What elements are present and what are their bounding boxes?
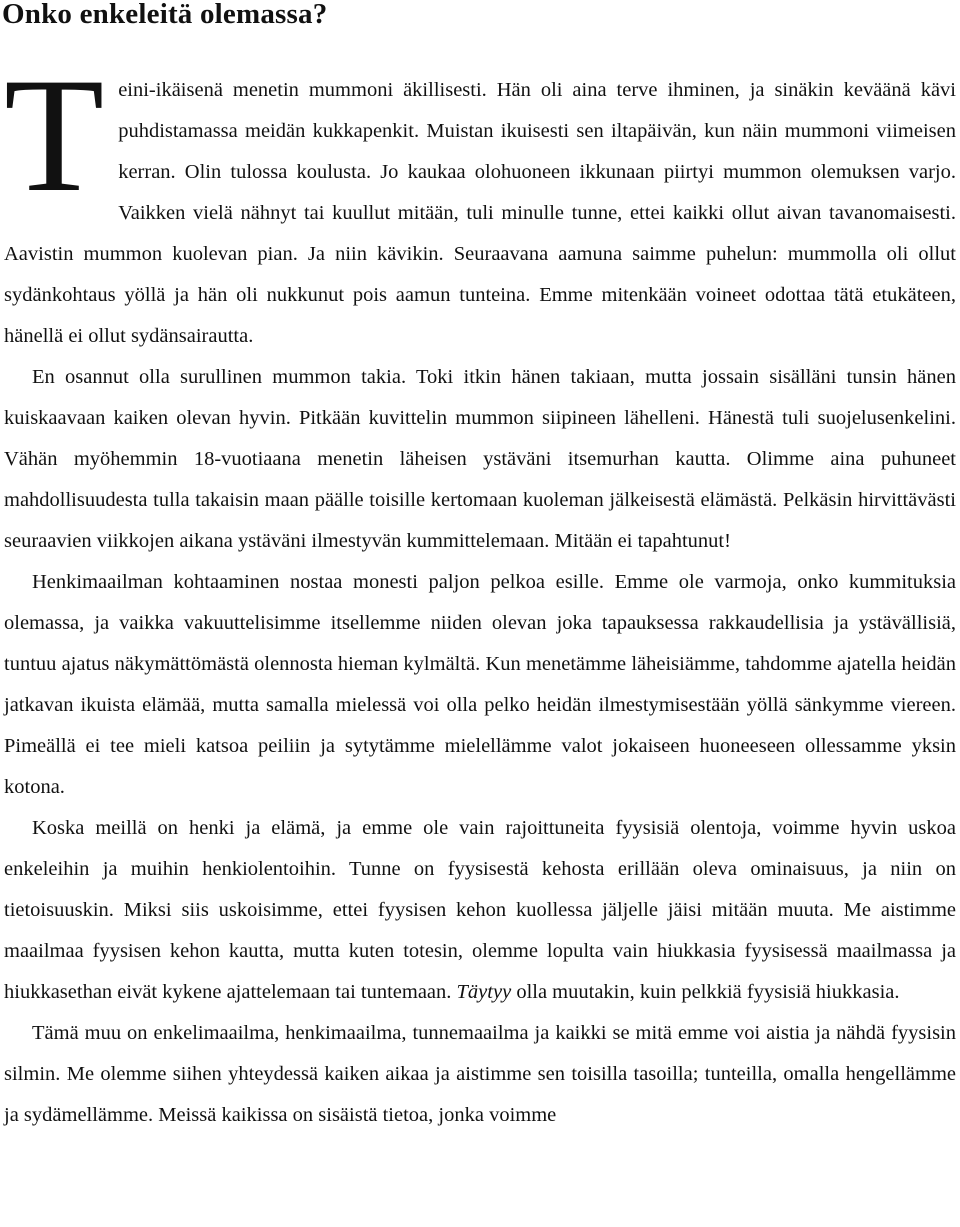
document-title: Onko enkeleitä olemassa? — [2, 0, 328, 30]
paragraph-4-text-after: olla muutakin, kuin pelkkiä fyysisiä hiukkasia. — [511, 981, 900, 1003]
paragraph-4-text-before: Koska meillä on henki ja elämä, ja emme ole vain rajoittuneita fyysisiä olentoja, voimme hyvin uskoa enkeleihin ja muihin henkiolentoihin. Tunne on fyysisestä kehosta erillään oleva ominaisuus, ja niin on tietoisuuskin. Miksi siis uskoisimme, ettei fyysisen kehon kuollessa jäljelle jäisi mitään muuta. Me aistimme maailmaa fyysisen kehon kautta, mutta kuten totesin, olemme lopulta vain hiukkasia fyysisessä maailmassa ja hiukkasethan eivät kykene ajattelemaan tai tuntemaan. — [4, 817, 956, 1003]
paragraph-1 — [4, 45, 956, 357]
paragraph-4 — [4, 808, 956, 1013]
paragraph-2: En osannut olla surullinen mummon takia. Toki itkin hänen takiaan, mutta jossain sisälläni tunsin hänen kuiskaavaan kaiken olevan hyvin. Pitkään kuvittelin mummon siipineen lähelleni. Hänestä tuli suojelusenkelini. Vähän myöhemmin 18-vuotiaana menetin läheisen ystäväni itsemurhan kautta. Olimme aina puhuneet mahdollisuudesta tulla takaisin maan päälle toisille kertomaan kuoleman jälkeisestä elämästä. Pelkäsin hirvittävästi seuraavien viikkojen aikana ystäväni ilmestyvän kummittelemaan. Mitään ei tapahtunut! — [4, 366, 956, 552]
paragraph-4-emphasis: Täytyy — [456, 981, 512, 1003]
paragraph-5: Tämä muu on enkelimaailma, henkimaailma, tunnemaailma ja kaikki se mitä emme voi aistia ja nähdä fyysisin silmin. Me olemme siihen yhteydessä kaiken aikaa ja aistimme sen toisilla tasoilla; tunteilla, omalla hengellämme ja sydämellämme. Meissä kaikissa on sisäistä tietoa, jonka voimme — [4, 1022, 956, 1126]
document-body — [4, 45, 956, 1136]
paragraph-3: Henkimaailman kohtaaminen nostaa monesti paljon pelkoa esille. Emme ole varmoja, onko kummituksia olemassa, ja vaikka vakuuttelisimme itsellemme niiden olevan joka tapauksessa rakkaudellisia ja ystävällisiä, tuntuu ajatus näkymättömästä olennosta hieman kylmältä. Kun menetämme läheisiämme, tahdomme ajatella heidän jatkavan ikuista elämää, mutta samalla mielessä voi olla pelko heidän ilmestymisestään yöllä sänkymme viereen. Pimeällä ei tee mieli katsoa peiliin ja sytytämme mielellämme valot jokaiseen huoneeseen ollessamme yksin kotona. — [4, 571, 956, 798]
drop-cap-letter: T — [4, 45, 105, 226]
paragraph-1-text: eini-ikäisenä menetin mummoni äkillisesti. Hän oli aina terve ihminen, ja sinäkin keväänä kävi puhdistamassa meidän kukkapenkit. Muistan ikuisesti sen iltapäivän, kun näin mummoni viimeisen kerran. Olin tulossa koulusta. Jo kaukaa olohuoneen ikkunaan piirtyi mummon olemuksen varjo. Vaikken vielä nähnyt tai kuullut mitään, tuli minulle tunne, ettei kaikki ollut aivan tavanomaisesti. Aavistin mummon kuolevan pian. Ja niin kävikin. Seuraavana aamuna saimme puhelun: mummolla oli ollut sydänkohtaus yöllä ja hän oli nukkunut pois aamun tunteina. Emme mitenkään voineet odottaa tätä etukäteen, hänellä ei ollut sydänsairautta. — [4, 79, 956, 347]
